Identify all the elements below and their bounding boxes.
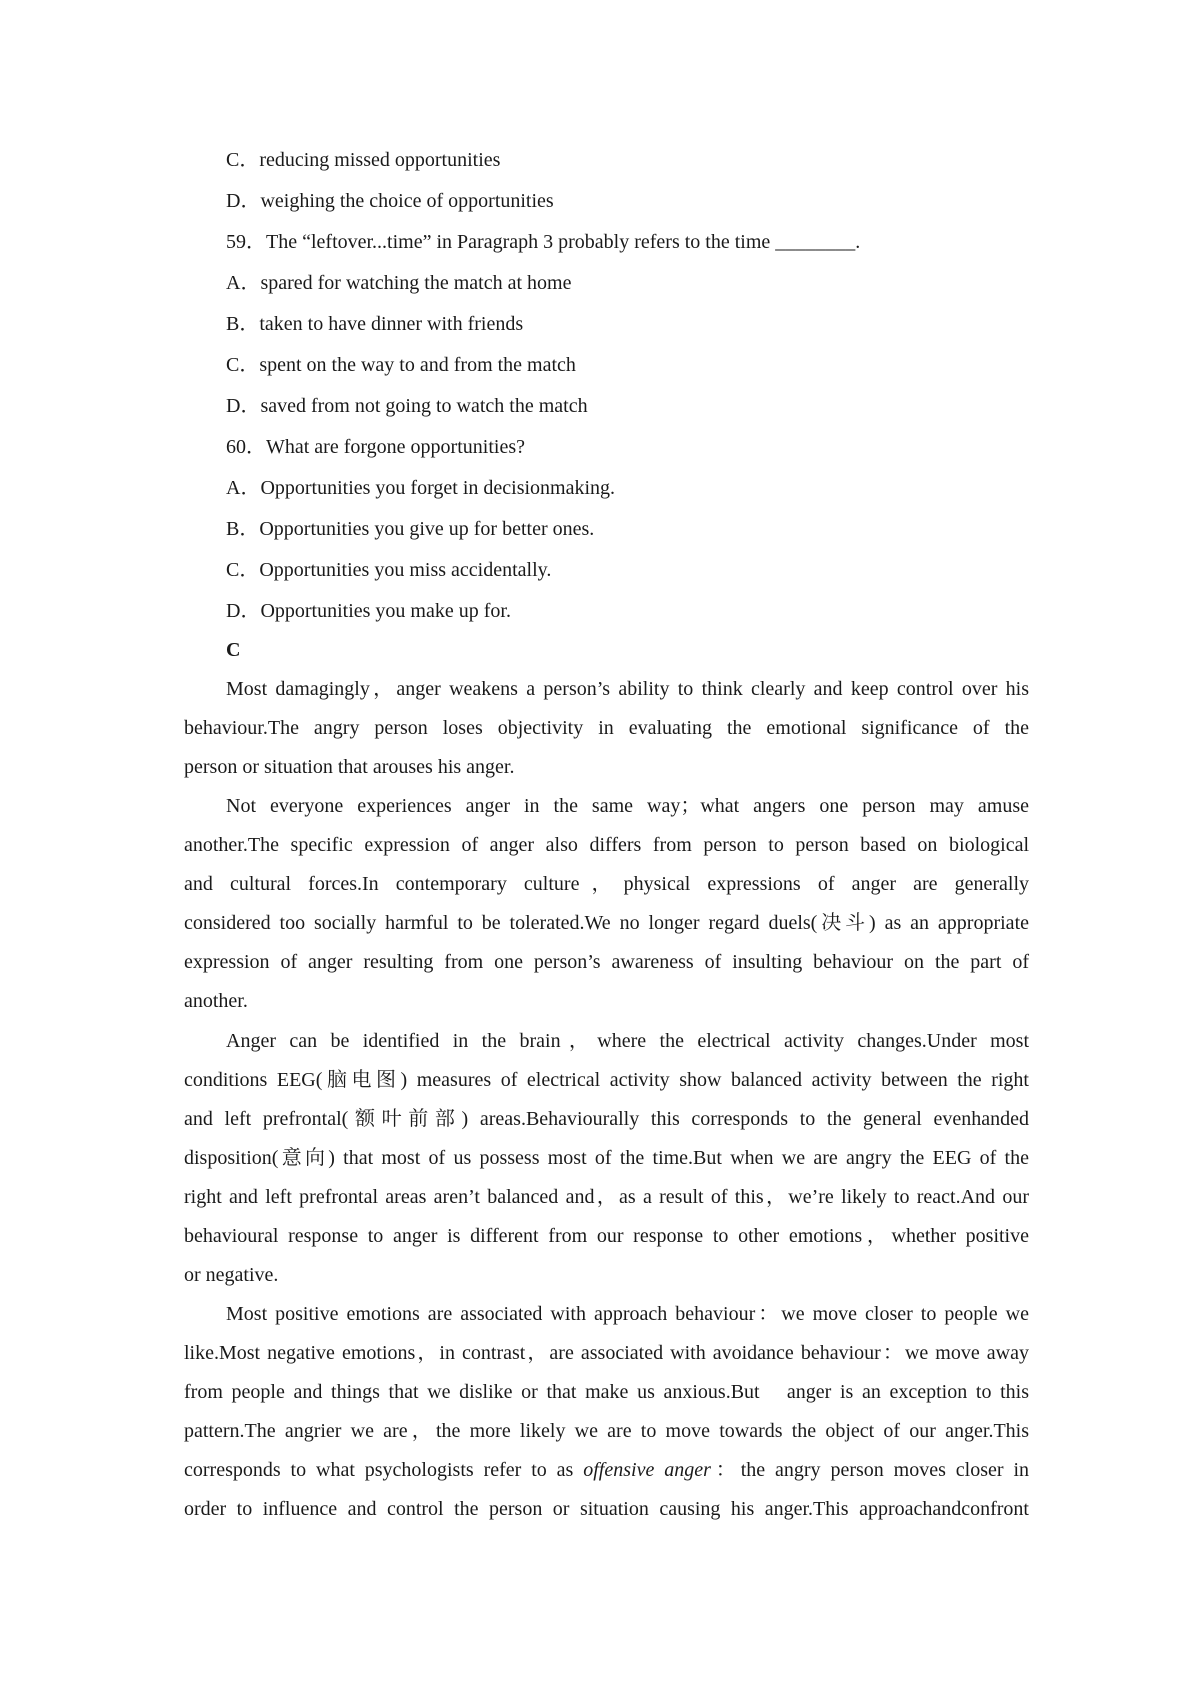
paragraph-line: like.Most negative emotions，in contrast，are associated with avoidance behaviour：we move away: [184, 1342, 1029, 1364]
option-c-q59: C．spent on the way to and from the match: [226, 354, 576, 376]
paragraph-line: person or situation that arouses his anger.: [184, 756, 515, 778]
paragraph-4: [184, 1295, 1029, 1529]
option-d-q60: D．Opportunities you make up for.: [226, 600, 511, 622]
paragraph-line: conditions EEG(脑电图) measures of electrical activity show balanced activity between the right: [184, 1069, 1029, 1091]
paragraph-line: expression of anger resulting from one person’s awareness of insulting behaviour on the part of: [184, 951, 1029, 973]
option-d-q59: D．saved from not going to watch the match: [226, 395, 588, 417]
option-a-q59: A．spared for watching the match at home: [226, 272, 572, 294]
option-b-q60: B．Opportunities you give up for better ones.: [226, 518, 595, 540]
question-60: 60．What are forgone opportunities?: [226, 436, 525, 458]
option-c-q58: C．reducing missed opportunities: [226, 149, 501, 171]
paragraph-line: Not everyone experiences anger in the same way；what angers one person may amuse: [226, 795, 1029, 817]
question-59: 59．The “leftover...time” in Paragraph 3 probably refers to the time ________.: [226, 231, 861, 253]
paragraph-line: pattern.The angrier we are，the more likely we are to move towards the object of our anger.This: [184, 1420, 1029, 1442]
paragraph-line: or negative.: [184, 1264, 279, 1286]
paragraph-line: and cultural forces.In contemporary culture，physical expressions of anger are generally: [184, 873, 1029, 895]
line-text: ：the angry person moves closer in: [710, 1459, 1030, 1481]
paragraph-line: [184, 1451, 1029, 1490]
paragraph-line: another.: [184, 990, 248, 1012]
paragraph-line: from people and things that we dislike or that make us anxious.But anger is an exception to this: [184, 1381, 1029, 1403]
paragraph-2: [184, 787, 1029, 1021]
option-b-q59: B．taken to have dinner with friends: [226, 313, 524, 335]
paragraph-line: Most damagingly，anger weakens a person’s ability to think clearly and keep control over his: [226, 678, 1029, 700]
paragraph-line: considered too socially harmful to be tolerated.We no longer regard duels(决斗) as an appropriate: [184, 912, 1029, 934]
paragraph-1: [184, 670, 1029, 787]
paragraph-line: Anger can be identified in the brain，where the electrical activity changes.Under most: [226, 1030, 1029, 1052]
section-label: C: [226, 639, 241, 661]
paragraph-line: behaviour.The angry person loses objectivity in evaluating the emotional significance of the: [184, 717, 1029, 739]
option-d-q58: D．weighing the choice of opportunities: [226, 190, 554, 212]
option-a-q60: A．Opportunities you forget in decisionmaking.: [226, 477, 616, 499]
paragraph-line: and left prefrontal(额叶前部) areas.Behaviourally this corresponds to the general evenhanded: [184, 1108, 1029, 1130]
option-c-q60: C．Opportunities you miss accidentally.: [226, 559, 552, 581]
paragraph-line: order to influence and control the person or situation causing his anger.This approachandconfront: [184, 1498, 1029, 1520]
paragraph-line: right and left prefrontal areas aren’t balanced and，as a result of this，we’re likely to react.And our: [184, 1186, 1029, 1208]
paragraph-line: another.The specific expression of anger also differs from person to person based on biological: [184, 834, 1029, 856]
paragraph-line: behavioural response to anger is different from our response to other emotions，whether positive: [184, 1225, 1029, 1247]
paragraph-line: Most positive emotions are associated with approach behaviour：we move closer to people we: [226, 1303, 1029, 1325]
paragraph-line: disposition(意向) that most of us possess most of the time.But when we are angry the EEG of the: [184, 1147, 1029, 1169]
line-text: corresponds to what psychologists refer to as: [184, 1459, 584, 1481]
paragraph-3: [184, 1022, 1029, 1295]
emphasis-term: offensive anger: [583, 1459, 711, 1481]
